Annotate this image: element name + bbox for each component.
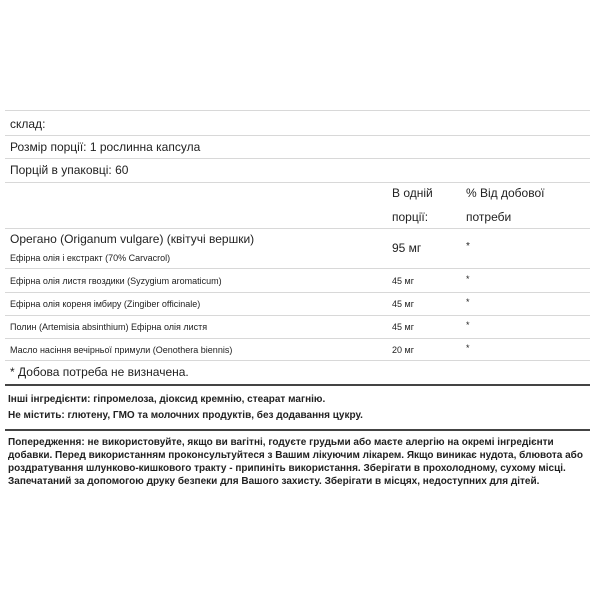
ingredient-name: Полин (Artemisia absinthium) Ефірна олія листя — [10, 322, 208, 332]
dv-header-line1: % Від добової — [466, 186, 545, 200]
servings-per-container: Порцій в упаковці: 60 — [10, 163, 129, 177]
ingredient-name: Ефірна олія кореня імбиру (Zingiber officinale) — [10, 299, 201, 309]
amount-header-line2: порції: — [392, 210, 429, 224]
ingredient-dv: * — [466, 320, 470, 330]
divider — [5, 135, 590, 136]
ingredient-name: Ефірна олія листя гвоздики (Syzygium aromaticum) — [10, 276, 222, 286]
dv-header-line2: потреби — [466, 210, 512, 224]
free-from: Не містить: глютену, ГМО та молочних продуктів, без додавання цукру. — [8, 410, 363, 421]
ingredient-amount: 45 мг — [392, 299, 414, 309]
amount-header-line1: В одній — [392, 186, 433, 200]
divider — [5, 360, 590, 361]
footnote: * Добова потреба не визначена. — [10, 365, 189, 379]
ingredient-name: Орегано (Origanum vulgare) (квітучі вершки) — [10, 232, 255, 246]
ingredient-amount: 95 мг — [392, 241, 422, 255]
divider — [5, 315, 590, 316]
ingredient-dv: * — [466, 297, 470, 307]
divider — [5, 228, 590, 229]
ingredient-name: Масло насіння вечірньої примули (Oenothera biennis) — [10, 345, 233, 355]
ingredient-dv: * — [466, 274, 470, 284]
divider — [5, 158, 590, 159]
ingredient-sub: Ефірна олія і екстракт (70% Carvacrol) — [10, 253, 171, 263]
ingredient-amount: 45 мг — [392, 322, 414, 332]
ingredient-amount: 45 мг — [392, 276, 414, 286]
other-ingredients: Інші інгредієнти: гіпромелоза, діоксид кремнію, стеарат магнію. — [8, 394, 326, 405]
warning-text: Попередження: не використовуйте, якщо ви вагітні, годуєте грудьми або маєте алергію на окремі інгредієнти добавки. Перед використанням проконсультуйтеся з Вашим лікуючим лікарем. Якщо виникає нудота, блювота або роздратування шлунково-кишкового тракту - припиніть використання. Зберігати в прохолодному, сухому місці. Запечатаний за допомогою друку безпеки для Вашого захисту. Зберігати в місцях, недоступних для дітей. — [8, 437, 583, 487]
other-ingredients-block — [8, 393, 593, 422]
divider — [5, 292, 590, 293]
divider — [5, 338, 590, 339]
ingredient-amount: 20 мг — [392, 345, 414, 355]
divider — [5, 429, 590, 431]
divider — [5, 182, 590, 183]
divider — [5, 110, 590, 111]
ingredient-dv: * — [466, 241, 470, 252]
ingredient-dv: * — [466, 343, 470, 353]
section-heading: склад: — [10, 117, 46, 131]
divider — [5, 384, 590, 386]
divider — [5, 268, 590, 269]
warning-block — [8, 436, 593, 488]
serving-size: Розмір порції: 1 рослинна капсула — [10, 140, 201, 154]
